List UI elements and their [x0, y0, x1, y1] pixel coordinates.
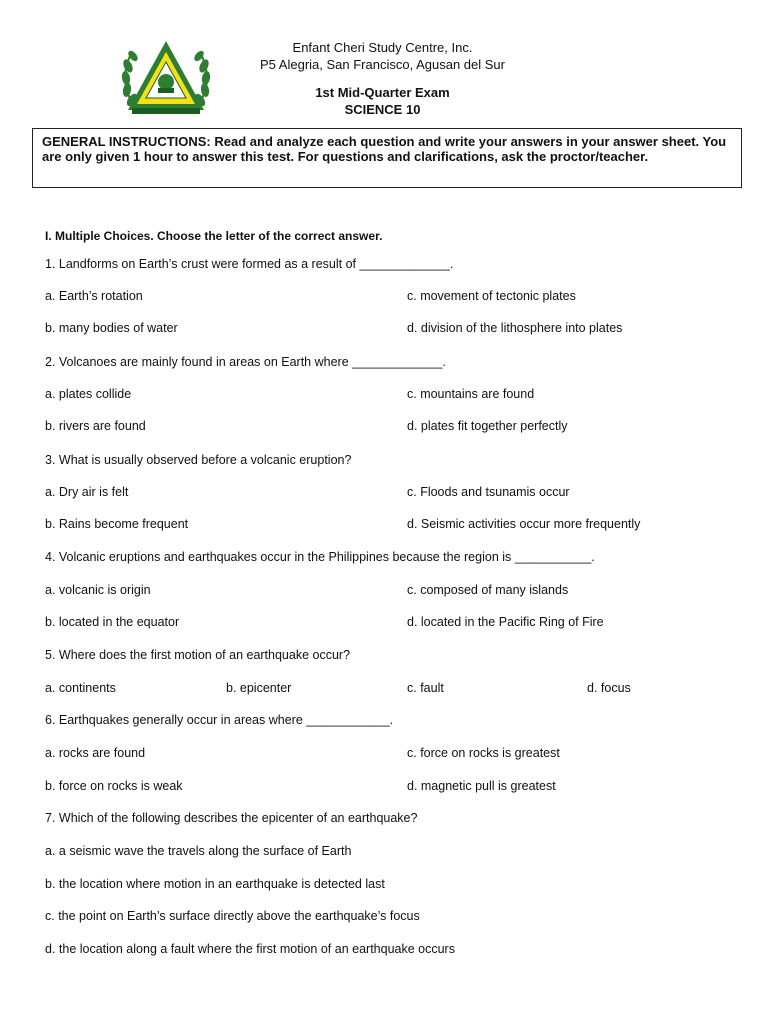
school-name: Enfant Cheri Study Centre, Inc.: [292, 40, 473, 55]
q7-choice-a: a. a seismic wave the travels along the surface of Earth: [45, 844, 352, 858]
question-2: 2. Volcanoes are mainly found in areas on Earth where _____________.: [45, 355, 446, 369]
question-7: 7. Which of the following describes the epicenter of an earthquake?: [45, 811, 418, 825]
q3-choice-c: c. Floods and tsunamis occur: [407, 485, 570, 499]
question-5: 5. Where does the first motion of an earthquake occur?: [45, 648, 351, 662]
q7-choice-d: d. the location along a fault where the first motion of an earthquake occurs: [45, 942, 455, 956]
question-1: 1. Landforms on Earth’s crust were formed as a result of _____________.: [45, 257, 454, 271]
exam-title: 1st Mid-Quarter Exam: [315, 85, 450, 100]
general-instructions-box: [32, 128, 742, 188]
q3-choice-a: a. Dry air is felt: [45, 485, 129, 499]
general-instructions-text: GENERAL INSTRUCTIONS: Read and analyze each question and write your answers in your answer sheet. You are only given 1 hour to answer this test. For questions and clarifications, ask the proctor/teacher.: [42, 134, 727, 164]
q6-choice-d: d. magnetic pull is greatest: [407, 779, 556, 793]
q7-choice-b: b. the location where motion in an earthquake is detected last: [45, 877, 385, 891]
q1-choice-d: d. division of the lithosphere into plates: [407, 321, 623, 335]
q4-choice-b: b. located in the equator: [45, 615, 180, 629]
q5-choice-c: c. fault: [407, 681, 444, 695]
q4-choice-a: a. volcanic is origin: [45, 583, 151, 597]
school-logo: [120, 38, 212, 118]
q6-choice-b: b. force on rocks is weak: [45, 779, 183, 793]
triangle-emblem-icon: [128, 41, 204, 114]
q2-choice-c: c. mountains are found: [407, 387, 535, 401]
q5-choice-d: d. focus: [587, 681, 631, 695]
q6-choice-c: c. force on rocks is greatest: [407, 746, 560, 760]
q1-choice-a: a. Earth’s rotation: [45, 289, 143, 303]
subject-title: SCIENCE 10: [344, 102, 421, 117]
question-4: 4. Volcanic eruptions and earthquakes occur in the Philippines because the region is ___________.: [45, 550, 595, 564]
q5-choice-a: a. continents: [45, 681, 116, 695]
q2-choice-d: d. plates fit together perfectly: [407, 419, 568, 433]
q7-choice-c: c. the point on Earth’s surface directly above the earthquake’s focus: [45, 909, 420, 923]
q3-choice-b: b. Rains become frequent: [45, 517, 189, 531]
school-address: P5 Alegria, San Francisco, Agusan del Sur: [260, 57, 505, 72]
section-title: I. Multiple Choices. Choose the letter of the correct answer.: [45, 229, 383, 243]
q2-choice-b: b. rivers are found: [45, 419, 146, 433]
question-6: 6. Earthquakes generally occur in areas where ____________.: [45, 713, 394, 727]
q4-choice-c: c. composed of many islands: [407, 583, 569, 597]
q5-choice-b: b. epicenter: [226, 681, 292, 695]
q3-choice-d: d. Seismic activities occur more frequently: [407, 517, 641, 531]
q2-choice-a: a. plates collide: [45, 387, 132, 401]
q1-choice-b: b. many bodies of water: [45, 321, 178, 335]
q1-choice-c: c. movement of tectonic plates: [407, 289, 576, 303]
q4-choice-d: d. located in the Pacific Ring of Fire: [407, 615, 604, 629]
q6-choice-a: a. rocks are found: [45, 746, 146, 760]
question-3: 3. What is usually observed before a volcanic eruption?: [45, 453, 352, 467]
